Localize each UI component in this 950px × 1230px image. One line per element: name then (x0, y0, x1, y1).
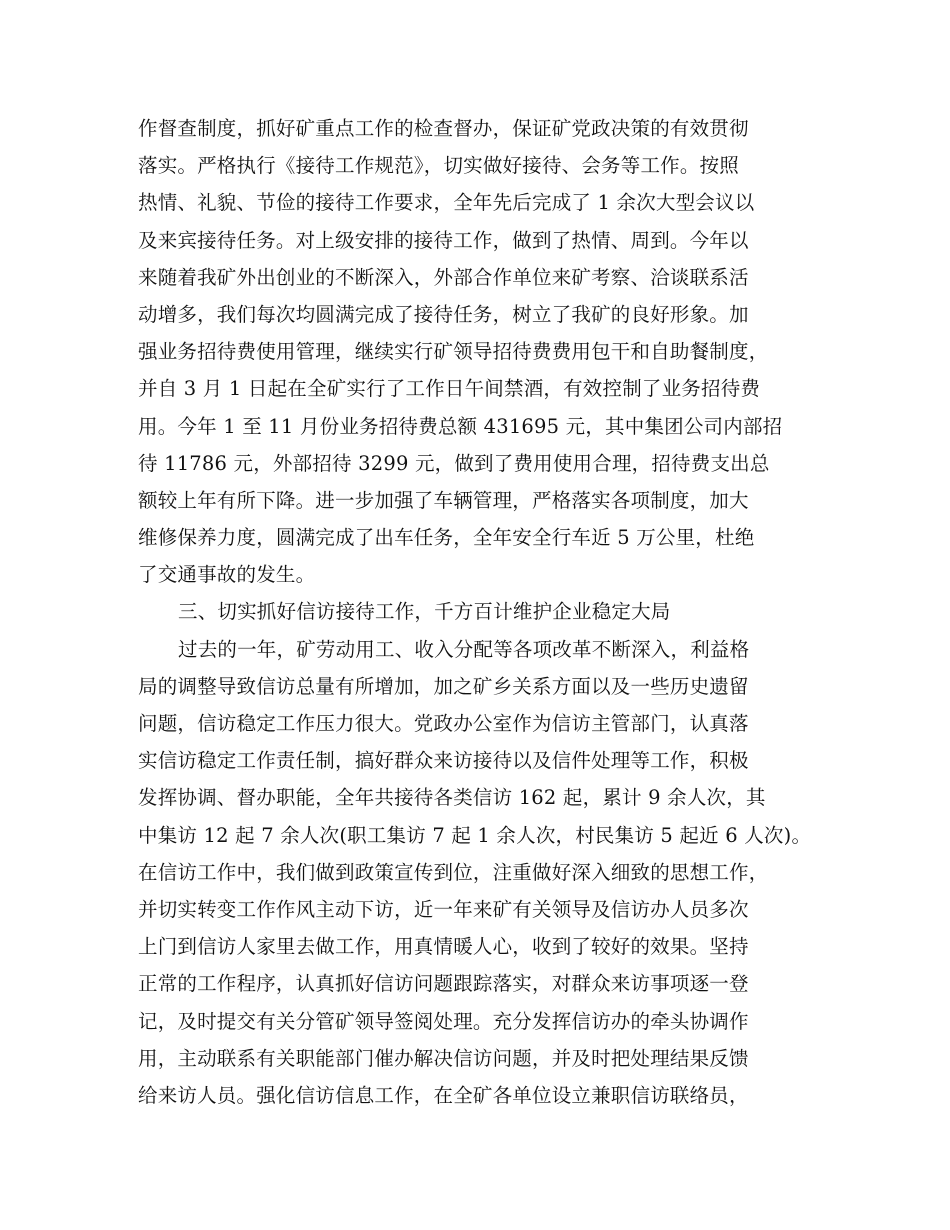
text-line: 记，及时提交有关分管矿领导签阅处理。充分发挥信访办的牵头协调作 (138, 1009, 749, 1033)
text-line: 强业务招待费使用管理，继续实行矿领导招待费费用包干和自助餐制度， (138, 340, 769, 364)
text-line: 维修保养力度，圆满完成了出车任务，全年安全行车近 5 万公里，杜绝 (138, 526, 755, 550)
document-body (138, 110, 828, 1114)
text-line: 问题，信访稳定工作压力很大。党政办公室作为信访主管部门，认真落 (138, 712, 749, 735)
text-line: 待 11786 元，外部招待 3299 元，做到了费用使用合理，招待费支出总 (138, 451, 770, 475)
text-line: 局的调整导致信访总量有所增加，加之矿乡关系方面以及一些历史遗留 (138, 674, 749, 698)
text-line: 三、切实抓好信访接待工作，千方百计维护企业稳定大局 (178, 600, 671, 624)
text-line: 过去的一年，矿劳动用工、收入分配等各项改革不断深入，利益格 (178, 637, 750, 661)
text-line: 用。今年 1 至 11 月份业务招待费总额 431695 元，其中集团公司内部招 (138, 414, 783, 438)
text-line: 实信访稳定工作责任制，搞好群众来访接待以及信件处理等工作，积极 (138, 749, 749, 773)
text-line: 作督查制度，抓好矿重点工作的检查督办，保证矿党政决策的有效贯彻 (138, 117, 749, 140)
text-line: 来随着我矿外出创业的不断深入，外部合作单位来矿考察、洽谈联系活 (138, 265, 749, 289)
text-line: 中集访 12 起 7 余人次(职工集访 7 起 1 余人次，村民集访 5 起近 6 人次)。 (138, 823, 812, 847)
text-line: 了交通事故的发生。 (138, 563, 316, 587)
text-line: 给来访人员。强化信访信息工作，在全矿各单位设立兼职信访联络员， (138, 1083, 749, 1107)
text-line: 并切实转变工作作风主动下访，近一年来矿有关领导及信访办人员多次 (138, 897, 749, 921)
text-line: 额较上年有所下降。进一步加强了车辆管理，严格落实各项制度，加大 (138, 488, 749, 512)
text-line: 热情、礼貌、节俭的接待工作要求，全年先后完成了 1 余次大型会议以 (138, 191, 755, 215)
text-line: 上门到信访人家里去做工作，用真情暖人心，收到了较好的效果。坚持 (138, 935, 749, 959)
text-line: 并自 3 月 1 日起在全矿实行了工作日午间禁酒，有效控制了业务招待费 (138, 377, 761, 401)
text-line: 正常的工作程序，认真抓好信访问题跟踪落实，对群众来访事项逐一登 (138, 972, 749, 996)
text-line: 及来宾接待任务。对上级安排的接待工作，做到了热情、周到。今年以 (138, 228, 749, 252)
text-line: 落实。严格执行《接待工作规范》，切实做好接待、会务等工作。按照 (138, 154, 739, 178)
text-line: 在信访工作中，我们做到政策宣传到位，注重做好深入细致的思想工作， (138, 860, 769, 884)
text-line: 用，主动联系有关职能部门催办解决信访问题，并及时把处理结果反馈 (138, 1046, 749, 1070)
text-line: 发挥协调、督办职能，全年共接待各类信访 162 起，累计 9 余人次，其 (138, 786, 766, 810)
text-line: 动增多，我们每次均圆满完成了接待任务，树立了我矿的良好形象。加 (138, 302, 749, 326)
